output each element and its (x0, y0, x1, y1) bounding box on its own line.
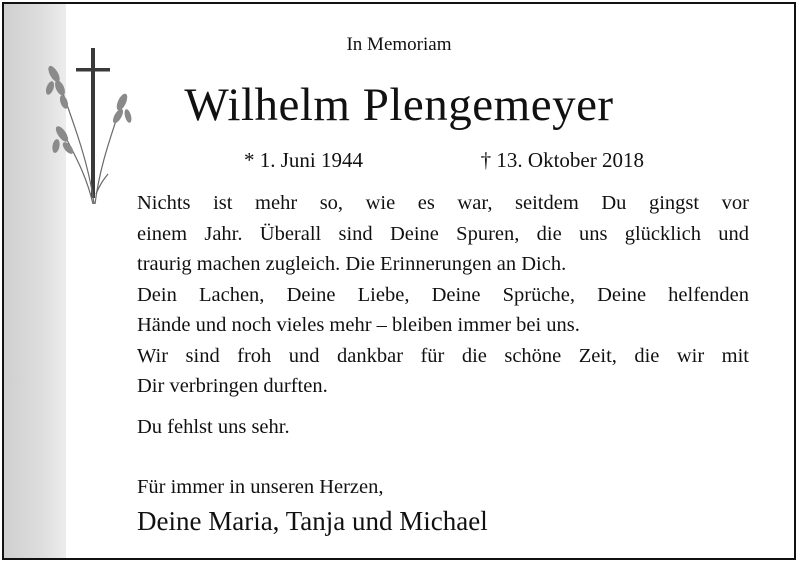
miss-line (137, 412, 749, 443)
memoriam-heading: In Memoriam (346, 34, 452, 55)
closing-text: Für immer in unseren Herzen, (137, 476, 384, 498)
message-line: einem Jahr. Überall sind Deine Spuren, die uns glücklich und (137, 222, 749, 245)
obituary-frame (2, 2, 796, 560)
message-line: traurig machen zugleich. Die Erinnerungen an Dich. (137, 253, 567, 275)
miss-text: Du fehlst uns sehr. (137, 416, 290, 438)
death-date: † 13. Oktober 2018 (480, 148, 644, 172)
closing-line (137, 472, 749, 503)
message-line: Wir sind froh und dankbar für die schöne Zeit, die wir mit (137, 344, 749, 367)
message-line: Nichts ist mehr so, wie es war, seitdem Du gingst vor (137, 192, 749, 214)
message-line: Hände und noch vieles mehr – bleiben immer bei uns. (137, 314, 580, 336)
memorial-message (137, 188, 749, 402)
message-line: Dir verbringen durften. (137, 375, 328, 397)
message-line: Dein Lachen, Deine Liebe, Deine Sprüche, Deine helfenden (137, 283, 749, 306)
birth-date: * 1. Juni 1944 (244, 148, 364, 172)
signature: Deine Maria, Tanja und Michael (137, 506, 488, 536)
life-dates (244, 148, 644, 173)
deceased-name: Wilhelm Plengemeyer (184, 79, 614, 131)
